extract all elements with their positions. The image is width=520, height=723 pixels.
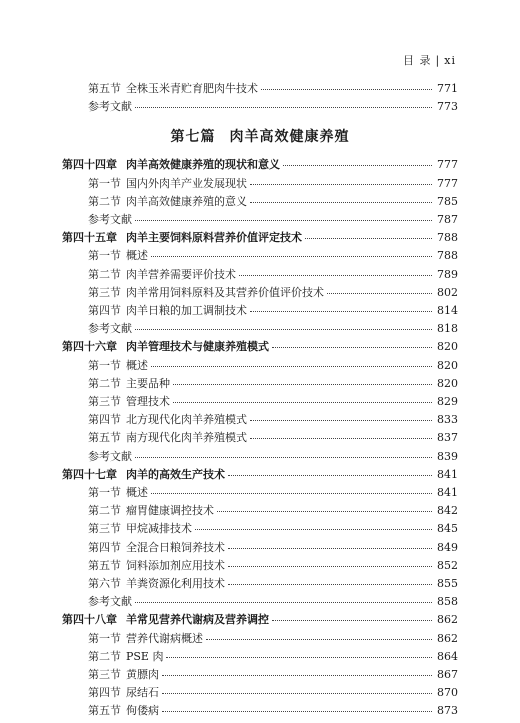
toc-entry-title: 黄膘肉: [126, 668, 159, 681]
toc-entry-label: 第二节: [88, 267, 121, 281]
toc-entry-title: 肉羊营养需要评价技术: [126, 267, 236, 281]
toc-page-number: 833: [437, 413, 458, 427]
toc-leader-dots: [228, 475, 432, 476]
toc-section-row[interactable]: [0, 557, 520, 575]
toc-page-number: 771: [437, 82, 458, 95]
toc-page-number: 818: [437, 322, 458, 336]
toc-section-row[interactable]: [0, 520, 520, 538]
toc-entry-title: 肉羊日粮的加工调制技术: [126, 304, 247, 317]
toc-section-row[interactable]: [0, 702, 520, 720]
toc-leader-dots: [228, 584, 432, 585]
toc-entry-label: 第六节: [88, 577, 121, 590]
toc-entry-title: 参考文献: [88, 213, 132, 226]
toc-section-row[interactable]: [0, 630, 520, 648]
toc-entry-title: 南方现代化肉羊养殖模式: [126, 431, 247, 445]
part-label: 第七篇: [170, 129, 216, 146]
toc-leader-dots: [228, 548, 432, 549]
toc-entry-label: 第四节: [88, 540, 121, 554]
toc-entry-title: 佝偻病: [126, 704, 159, 718]
toc-entry-label: 第三节: [88, 395, 121, 408]
toc-entry-title: 主要品种: [126, 376, 170, 390]
toc-section-row[interactable]: [0, 247, 520, 265]
toc-entry-label: 第四十八章: [62, 613, 117, 627]
toc-entry-title: 概述: [126, 486, 148, 499]
toc-page-number: 842: [437, 504, 458, 518]
toc-entry-title: 羊常见营养代谢病及营养调控: [126, 613, 269, 627]
toc-leader-dots: [261, 89, 432, 90]
toc-section-row[interactable]: [0, 502, 520, 520]
toc-entry-title: 羊粪资源化利用技术: [126, 577, 225, 590]
toc-leader-dots: [217, 511, 432, 512]
toc-page-number: 862: [437, 631, 458, 645]
toc-page-number: 852: [437, 558, 458, 572]
toc-entry-label: 第一节: [88, 486, 121, 499]
toc-leader-dots: [327, 293, 432, 294]
toc-chapter-row[interactable]: [0, 229, 520, 247]
toc-entry-title: 概述: [126, 249, 148, 263]
toc-page-number: 788: [437, 231, 458, 245]
toc-chapter-row[interactable]: [0, 466, 520, 484]
header-label: 目 录: [403, 54, 432, 67]
toc-leader-dots: [166, 657, 432, 658]
toc-section-row[interactable]: [0, 648, 520, 666]
toc-entry-title: 全株玉米青贮育肥肉牛技术: [126, 82, 258, 95]
toc-page-number: 788: [437, 249, 458, 263]
toc-page-number: 777: [437, 158, 458, 172]
toc-references-row[interactable]: [0, 211, 520, 229]
toc-page-number: 802: [437, 285, 458, 299]
toc-page-number: 873: [437, 704, 458, 718]
toc-entry-label: 第二节: [88, 194, 121, 208]
toc-entry-label: 第二节: [88, 376, 121, 390]
toc-entry-label: 第四节: [88, 413, 121, 427]
toc-leader-dots: [173, 402, 432, 403]
toc-entry-title: 概述: [126, 358, 148, 372]
toc-leader-dots: [162, 711, 432, 712]
toc-section-row[interactable]: [0, 684, 520, 702]
toc-chapter-row[interactable]: [0, 338, 520, 356]
toc-entry-label: 第一节: [88, 358, 121, 372]
toc-entry-label: 第四十五章: [62, 231, 117, 245]
header-separator: |: [435, 54, 441, 67]
toc-entry-title: 国内外肉羊产业发展现状: [126, 176, 247, 190]
toc-entry-title: 参考文献: [88, 449, 132, 463]
toc-page-number: 777: [437, 176, 458, 190]
toc-page-number: 814: [437, 304, 458, 317]
toc-entry-title: 肉羊常用饲料原料及其营养价值评价技术: [126, 285, 324, 299]
toc-section-row[interactable]: [0, 393, 520, 411]
toc-entry-label: 第四十四章: [62, 158, 117, 172]
toc-entry-label: 第五节: [88, 431, 121, 445]
toc-section-row[interactable]: [0, 411, 520, 429]
toc-leader-dots: [228, 566, 432, 567]
toc-entry-label: 第一节: [88, 249, 121, 263]
toc-section-row[interactable]: [0, 666, 520, 684]
toc-entry-title: 营养代谢病概述: [126, 631, 203, 645]
toc-leader-dots: [135, 220, 432, 221]
toc-entry-title: 参考文献: [88, 100, 132, 114]
toc-entry-title: 饲料添加剂应用技术: [126, 558, 225, 572]
toc-page-number: 855: [437, 577, 458, 590]
toc-page-number: 862: [437, 613, 458, 627]
toc-leader-dots: [173, 384, 432, 385]
toc-entry-label: 第二节: [88, 649, 121, 663]
toc-chapter-row[interactable]: [0, 611, 520, 629]
toc-entry-title: 瘤胃健康调控技术: [126, 504, 214, 518]
toc-leader-dots: [283, 165, 432, 166]
toc-leader-dots: [250, 202, 432, 203]
toc-section-row[interactable]: [0, 266, 520, 284]
toc-page-number: 773: [437, 100, 458, 114]
toc-leader-dots: [135, 329, 432, 330]
toc-leader-dots: [151, 366, 432, 367]
toc-leader-dots: [305, 238, 432, 239]
toc-leader-dots: [250, 420, 432, 421]
toc-entry-label: 第一节: [88, 631, 121, 645]
toc-page-number: 858: [437, 595, 458, 609]
toc-page-number: 870: [437, 686, 458, 700]
toc-section-row[interactable]: [0, 80, 520, 98]
toc-entry-label: 第五节: [88, 558, 121, 572]
toc-page-number: 845: [437, 522, 458, 536]
toc-page-number: 829: [437, 395, 458, 408]
toc-entry-label: 第五节: [88, 704, 121, 718]
toc-entry-title: 肉羊高效健康养殖的意义: [126, 194, 247, 208]
toc-leader-dots: [195, 529, 432, 530]
toc-entry-label: 第四十七章: [62, 467, 117, 481]
toc-page-number: 849: [437, 540, 458, 554]
toc-entry-title: 尿结石: [126, 686, 159, 700]
toc-section-row[interactable]: [0, 539, 520, 557]
toc-section-row[interactable]: [0, 357, 520, 375]
toc-page-number: 789: [437, 267, 458, 281]
part-title: [0, 126, 520, 146]
toc-entry-title: PSE 肉: [126, 649, 164, 663]
toc-leader-dots: [272, 347, 432, 348]
toc-leader-dots: [250, 311, 432, 312]
toc-leader-dots: [250, 438, 432, 439]
toc-entry-title: 北方现代化肉羊养殖模式: [126, 413, 247, 427]
toc-references-row[interactable]: [0, 593, 520, 611]
toc-chapter-row[interactable]: [0, 156, 520, 174]
toc-page-number: 867: [437, 668, 458, 681]
running-header: [403, 52, 456, 68]
toc-entry-title: 管理技术: [126, 395, 170, 408]
toc-leader-dots: [135, 107, 432, 108]
toc-entry-title: 参考文献: [88, 595, 132, 609]
toc-entry-label: 第三节: [88, 668, 121, 681]
toc-leader-dots: [135, 457, 432, 458]
toc-page-number: 787: [437, 213, 458, 226]
toc-entry-title: 肉羊管理技术与健康养殖模式: [126, 340, 269, 354]
toc-entry-title: 参考文献: [88, 322, 132, 336]
toc-leader-dots: [250, 184, 432, 185]
toc-entry-title: 肉羊主要饲料原料营养价值评定技术: [126, 231, 302, 245]
toc-section-row[interactable]: [0, 193, 520, 211]
toc-references-row[interactable]: [0, 98, 520, 116]
toc-page-number: 864: [437, 649, 458, 663]
toc-entry-label: 第三节: [88, 522, 121, 536]
toc-leader-dots: [151, 256, 432, 257]
toc-leader-dots: [272, 620, 432, 621]
toc-page-number: 839: [437, 449, 458, 463]
toc-entry-title: 全混合日粮饲养技术: [126, 540, 225, 554]
toc-entry-title: 肉羊高效健康养殖的现状和意义: [126, 158, 280, 172]
toc-entry-label: 第一节: [88, 176, 121, 190]
toc-entry-label: 第三节: [88, 285, 121, 299]
toc-leader-dots: [162, 675, 432, 676]
toc-page-number: 841: [437, 467, 458, 481]
toc-leader-dots: [151, 493, 432, 494]
toc-page-number: 820: [437, 376, 458, 390]
toc-entry-title: 肉羊的高效生产技术: [126, 467, 225, 481]
toc-leader-dots: [239, 275, 432, 276]
toc-leader-dots: [162, 693, 432, 694]
toc-references-row[interactable]: [0, 448, 520, 466]
toc-page-number: 820: [437, 358, 458, 372]
toc-page-number: 785: [437, 194, 458, 208]
toc-leader-dots: [135, 602, 432, 603]
toc-section-row[interactable]: [0, 575, 520, 593]
toc-section-row[interactable]: [0, 429, 520, 447]
toc-section-row[interactable]: [0, 284, 520, 302]
toc-entry-label: 第四节: [88, 686, 121, 700]
toc-page-number: 820: [437, 340, 458, 354]
part-name: 肉羊高效健康养殖: [229, 129, 350, 146]
toc-references-row[interactable]: [0, 320, 520, 338]
toc-entry-label: 第五节: [88, 82, 121, 95]
toc-section-row[interactable]: [0, 302, 520, 320]
toc-page-number: 841: [437, 486, 458, 499]
toc-section-row[interactable]: [0, 375, 520, 393]
header-page-number: xi: [444, 54, 456, 67]
toc-section-row[interactable]: [0, 175, 520, 193]
toc-entry-label: 第二节: [88, 504, 121, 518]
toc-leader-dots: [206, 639, 432, 640]
toc-page-number: 837: [437, 431, 458, 445]
toc-section-row[interactable]: [0, 484, 520, 502]
toc-entry-title: 甲烷减排技术: [126, 522, 192, 536]
toc-entry-label: 第四十六章: [62, 340, 117, 354]
toc-entry-label: 第四节: [88, 304, 121, 317]
